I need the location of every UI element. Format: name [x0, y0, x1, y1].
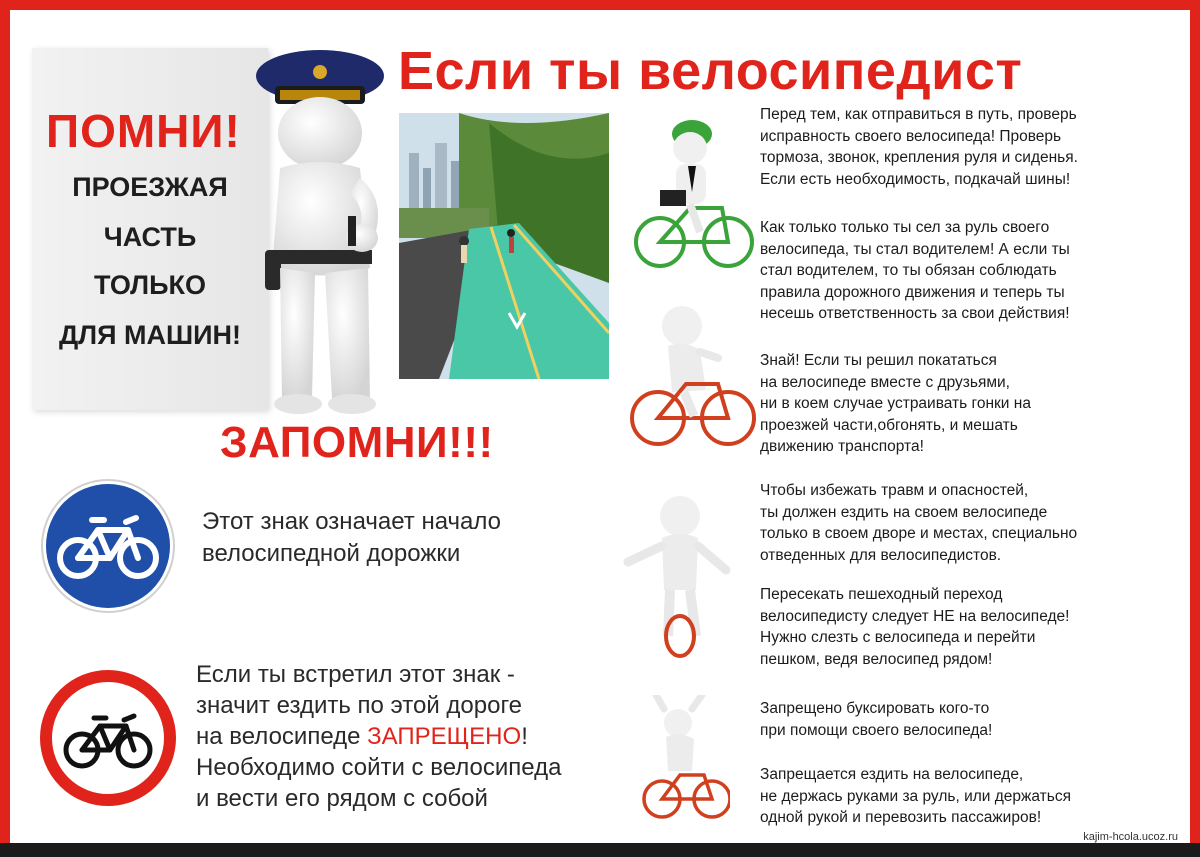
rule-line: проезжей части,обгонять, и мешать — [760, 416, 1018, 434]
red-sign-description — [196, 659, 636, 814]
red-sign-line-3-end: ! — [521, 723, 528, 750]
rule-line: Чтобы избежать травм и опасностей, — [760, 482, 1029, 499]
rule-line: не держась руками за руль, или держаться — [760, 787, 1071, 805]
rule-line: стал водителем, то ты обязан соблюдать — [760, 262, 1057, 279]
red-sign-line-2: значит ездить по этой дороге — [196, 692, 523, 719]
bottom-strip — [0, 843, 1200, 857]
remember-heading: ЗАПОМНИ!!! — [220, 418, 494, 467]
no-bicycles-sign-icon — [40, 670, 176, 806]
rule-line: на велосипеде вместе с друзьями, — [760, 373, 1010, 391]
blue-sign-line-2: велосипедной дорожки — [202, 540, 461, 567]
board-line-2: ЧАСТЬ — [103, 222, 197, 252]
rule-line: тормоза, звонок, крепления руля и сиденья. — [760, 149, 1078, 166]
rule-line: движению транспорта! — [760, 438, 924, 455]
rule-line: исправность своего велосипеда! Проверь — [760, 127, 1062, 145]
board-line-1: ПРОЕЗЖАЯ — [72, 172, 228, 202]
rule-check-bicycle — [760, 104, 1180, 190]
poster-title: Если ты велосипедист — [398, 41, 1023, 101]
rule-line: Пересекать пешеходный переход — [760, 586, 1003, 603]
rule-line: при помощи своего велосипеда! — [760, 721, 993, 739]
rule-line: Перед тем, как отправиться в путь, проверь — [760, 106, 1077, 123]
rule-line: велосипеда, ты стал водителем! А если ты — [760, 240, 1070, 258]
blue-sign-line-1: Этот знак означает начало — [202, 508, 501, 535]
rule-line: отведенных для велосипедистов. — [760, 546, 1002, 564]
rule-line: одной рукой и перевозить пассажиров! — [760, 809, 1042, 826]
rule-no-towing — [760, 698, 1180, 741]
blue-sign-description — [202, 506, 602, 570]
rule-no-racing — [760, 350, 1180, 458]
cyclist-red-bike-icon — [628, 300, 758, 460]
cyclist-no-hands-icon — [640, 695, 730, 825]
rule-line: велосипедисту следует НЕ на велосипеде! — [760, 607, 1070, 625]
rule-line: только в своем дворе и местах, специально — [760, 525, 1078, 542]
source-watermark: kajim-hcola.ucoz.ru — [1083, 831, 1178, 843]
cyclist-helmet-icon — [630, 112, 760, 282]
unicyclist-icon — [618, 490, 748, 660]
red-sign-line-4: Необходимо сойти с велосипеда — [196, 754, 562, 781]
rule-line: ни в коем случае устраивать гонки на — [760, 395, 1031, 412]
rule-hands-on-bars — [760, 764, 1180, 829]
bicycle-path-sign-icon — [40, 478, 176, 614]
rule-line: Как только только ты сел за руль своего — [760, 219, 1050, 236]
rule-line: Нужно слезть с велосипеда и перейти — [760, 629, 1036, 646]
board-line-3: ТОЛЬКО — [94, 270, 206, 300]
red-sign-line-1: Если ты встретил этот знак - — [196, 661, 515, 688]
rule-line: Запрещается ездить на велосипеде, — [760, 766, 1024, 783]
rule-safe-places — [760, 480, 1180, 566]
red-sign-line-3 — [196, 721, 636, 752]
bike-lane-photo — [399, 113, 609, 379]
board-heading: ПОМНИ! — [46, 105, 241, 157]
rule-line: правила дорожного движения и теперь ты — [760, 283, 1065, 301]
rule-line: Если есть необходимость, подкачай шины! — [760, 170, 1071, 188]
red-sign-line-3-start: на велосипеде — [196, 723, 368, 750]
police-figure-icon — [220, 28, 410, 428]
rule-line: пешком, ведя велосипед рядом! — [760, 650, 993, 668]
board-line-4: ДЛЯ МАШИН! — [58, 320, 242, 350]
rule-line: Знай! Если ты решил покататься — [760, 352, 997, 369]
rule-line: несешь ответственность за свои действия! — [760, 305, 1070, 322]
forbidden-word: ЗАПРЕЩЕНО — [367, 723, 522, 750]
rule-crosswalk — [760, 584, 1180, 670]
rule-you-are-driver — [760, 217, 1180, 325]
rule-line: Запрещено буксировать кого-то — [760, 700, 990, 717]
rule-line: ты должен ездить на своем велосипеде — [760, 503, 1048, 521]
red-sign-line-5: и вести его рядом с собой — [196, 785, 488, 812]
